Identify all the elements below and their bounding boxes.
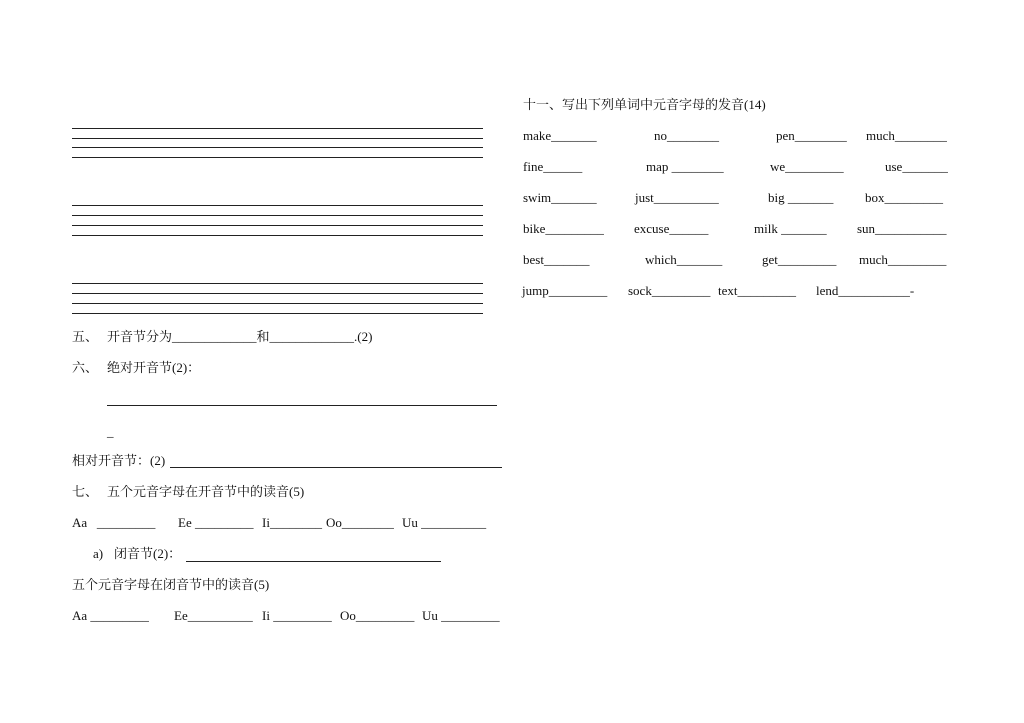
word-blank[interactable]: bike_________ <box>523 221 604 236</box>
vowel-blank-ee[interactable]: Ee__________ <box>174 608 253 623</box>
word-blank[interactable]: map ________ <box>646 159 724 174</box>
ruled-line <box>72 225 483 226</box>
word-blank[interactable]: box_________ <box>865 190 943 205</box>
word-blank[interactable]: sock_________ <box>628 283 711 298</box>
word-blank[interactable]: which_______ <box>645 252 723 267</box>
question-text: 开音节分为_____________和_____________.(2) <box>107 329 373 344</box>
word-blank[interactable]: just__________ <box>635 190 719 205</box>
word-blank[interactable]: much_________ <box>859 252 947 267</box>
answer-line[interactable] <box>186 561 441 562</box>
ruled-line <box>72 235 483 236</box>
word-blank[interactable]: lend___________- <box>816 283 915 298</box>
word-blank[interactable]: sun___________ <box>857 221 947 236</box>
word-blank[interactable]: jump_________ <box>522 283 608 298</box>
vowel-blank-aa[interactable]: Aa _________ <box>72 515 156 530</box>
word-blank[interactable]: fine______ <box>523 159 583 174</box>
question-text: 五个元音字母在开音节中的读音(5) <box>107 484 305 499</box>
answer-line[interactable] <box>107 405 497 406</box>
answer-line[interactable] <box>170 467 502 468</box>
question-11-title: 十一、写出下列单词中元音字母的发音(14) <box>523 97 766 112</box>
ruled-line <box>72 293 483 294</box>
word-blank[interactable]: no________ <box>654 128 719 143</box>
closed-title: 五个元音字母在闭音节中的读音(5) <box>72 577 270 592</box>
answer-line-tail: _ <box>107 424 114 439</box>
ruled-line <box>72 313 483 314</box>
ruled-line <box>72 128 483 129</box>
word-blank[interactable]: we_________ <box>770 159 844 174</box>
ruled-line <box>72 283 483 284</box>
ruled-line <box>72 215 483 216</box>
word-blank[interactable]: best_______ <box>523 252 590 267</box>
question-number: 六、 <box>72 360 99 375</box>
vowel-blank-oo[interactable]: Oo_________ <box>340 608 415 623</box>
vowel-blank-uu[interactable]: Uu _________ <box>422 608 500 623</box>
ruled-line <box>72 303 483 304</box>
question-text: 绝对开音节(2)： <box>107 360 201 375</box>
vowel-blank-uu[interactable]: Uu __________ <box>402 515 487 530</box>
ruled-line <box>72 205 483 206</box>
vowel-blank-ii[interactable]: Ii________ <box>262 515 322 530</box>
vowel-blank-ee[interactable]: Ee _________ <box>178 515 254 530</box>
ruled-line <box>72 157 483 158</box>
vowel-blank-aa[interactable]: Aa _________ <box>72 608 149 623</box>
vowel-blank-oo[interactable]: Oo________ <box>326 515 394 530</box>
vowel-blank-ii[interactable]: Ii _________ <box>262 608 332 623</box>
word-blank[interactable]: use_______ <box>885 159 948 174</box>
word-blank[interactable]: text_________ <box>718 283 796 298</box>
word-blank[interactable]: excuse______ <box>634 221 709 236</box>
word-blank[interactable]: get_________ <box>762 252 837 267</box>
closed-text: 闭音节(2)： <box>114 546 182 561</box>
ruled-line <box>72 147 483 148</box>
word-blank[interactable]: big _______ <box>768 190 834 205</box>
word-blank[interactable]: swim_______ <box>523 190 597 205</box>
word-blank[interactable]: pen________ <box>776 128 847 143</box>
word-blank[interactable]: make_______ <box>523 128 597 143</box>
ruled-line <box>72 138 483 139</box>
question-number: 七、 <box>72 484 99 499</box>
question-number: 五、 <box>72 329 99 344</box>
relative-open-label: 相对开音节：(2) <box>72 453 166 468</box>
closed-label: a) <box>93 546 104 561</box>
word-blank[interactable]: milk _______ <box>754 221 827 236</box>
word-blank[interactable]: much________ <box>866 128 947 143</box>
